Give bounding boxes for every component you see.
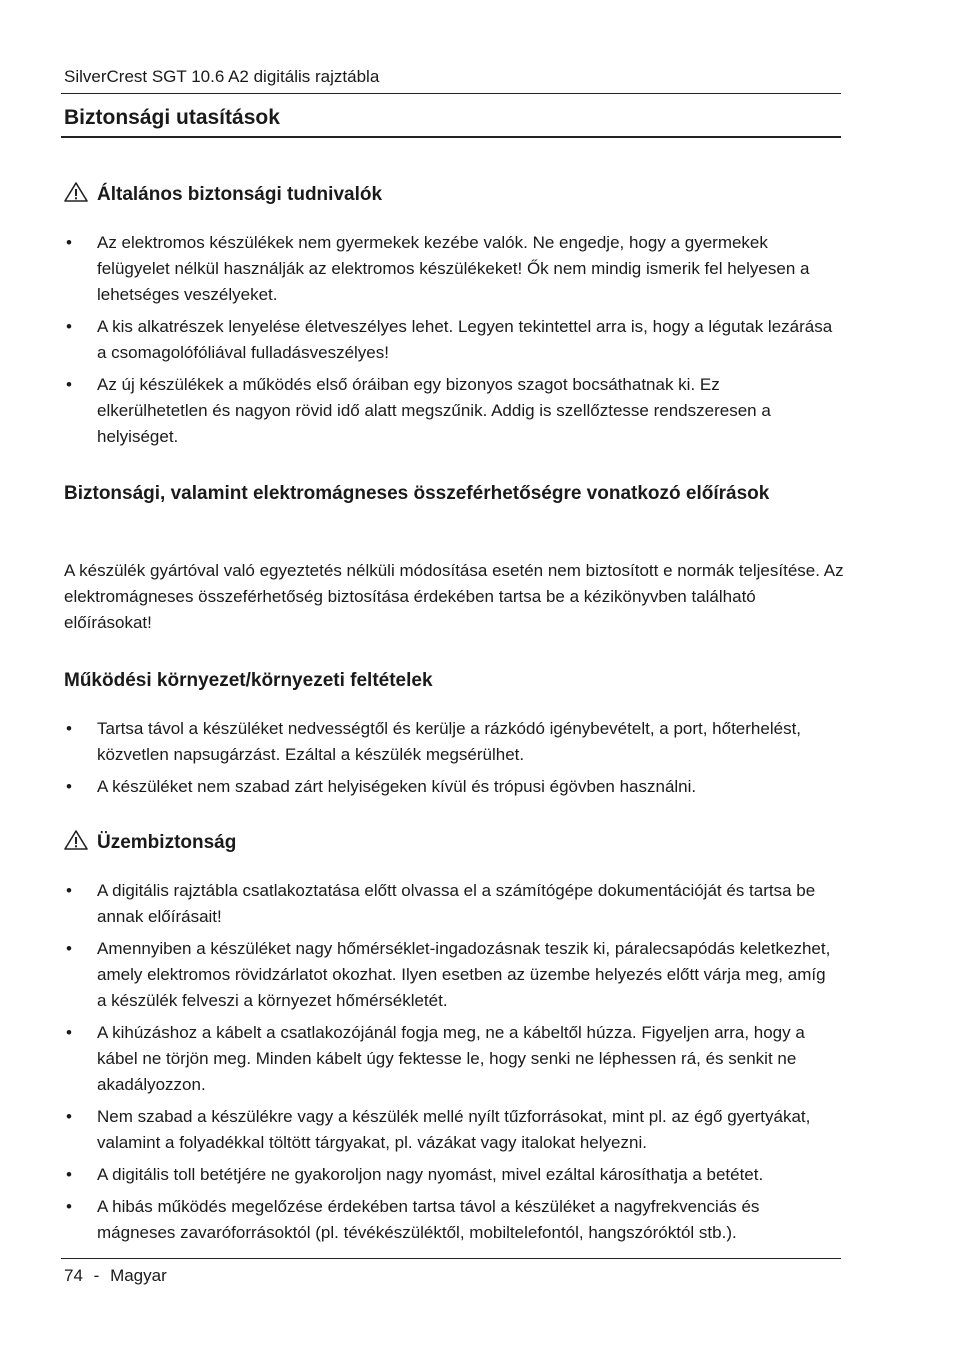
list-item: • Nem szabad a készülékre vagy a készülék mellé nyílt tűzforrásokat, mint pl. az égő gyertyákat, valamint a folyadékkal töltött tárgyakat, pl. vázákat vagy italokat helyezni. [64, 1104, 834, 1156]
running-header: SilverCrest SGT 10.6 A2 digitális rajztábla [64, 67, 380, 86]
emc-heading: Biztonsági, valamint elektromágneses összeférhetőségre vonatkozó előírások [64, 483, 770, 504]
list-item: • A digitális toll betétjére ne gyakoroljon nagy nyomást, mivel ezáltal károsíthatja a betétet. [64, 1162, 834, 1188]
header-rule [61, 93, 841, 94]
list-item: • A kis alkatrészek lenyelése életveszélyes lehet. Legyen tekintettel arra is, hogy a légutak lezárása a csomagolófóliával fulladásveszélyes! [64, 314, 834, 366]
operation-safety-heading-text: Üzembiztonság [97, 832, 237, 853]
environment-list [64, 716, 834, 806]
page-number: 74 [64, 1266, 83, 1285]
list-item: • Az elektromos készülékek nem gyermekek kezébe valók. Ne engedje, hogy a gyermekek felügyelet nélkül használják az elektromos készülékeket! Ők nem mindig ismerik fel helyesen a lehetséges veszélyeket. [64, 230, 834, 308]
footer-language: Magyar [110, 1266, 167, 1285]
warning-triangle-icon [64, 830, 88, 850]
page-footer [64, 1264, 167, 1288]
emc-paragraph: A készülék gyártóval való egyeztetés nélküli módosítása esetén nem biztosított e normák teljesítése. Az elektromágneses összeférhetőség biztosítása érdekében tartsa be a kézikönyvben található előírásokat! [64, 561, 844, 632]
operation-safety-list [64, 878, 834, 1252]
operation-safety-heading [64, 828, 236, 858]
general-safety-heading [64, 180, 382, 210]
environment-heading: Működési környezet/környezeti feltételek [64, 670, 433, 691]
footer-rule [61, 1258, 841, 1259]
list-item: • Az új készülékek a működés első óráiban egy bizonyos szagot bocsáthatnak ki. Ez elkerülhetetlen és nagyon rövid idő alatt megszűnik. Addig is szellőztesse rendszeresen a helyiséget. [64, 372, 834, 450]
list-item: • A hibás működés megelőzése érdekében tartsa távol a készüléket a nagyfrekvenciás és mágneses zavaróforrásoktól (pl. tévékészüléktől, mobiltelefontól, hangszóróktól stb.). [64, 1194, 834, 1246]
general-safety-heading-text: Általános biztonsági tudnivalók [97, 184, 383, 205]
list-item: • A készüléket nem szabad zárt helyiségeken kívül és trópusi égövben használni. [64, 774, 834, 800]
section-title-rule [61, 136, 841, 138]
list-item: • Amennyiben a készüléket nagy hőmérséklet-ingadozásnak teszik ki, páralecsapódás keletkezhet, amely elektromos rövidzárlatot okozhat. Ilyen esetben az üzembe helyezés előtt várja meg, amíg a készülék felveszi a környezet hőmérsékletét. [64, 936, 834, 1014]
list-item: • A digitális rajztábla csatlakoztatása előtt olvassa el a számítógépe dokumentációját és tartsa be annak előírásait! [64, 878, 834, 930]
general-safety-list [64, 230, 834, 456]
list-item: • Tartsa távol a készüléket nedvességtől és kerülje a rázkódó igénybevételt, a port, hőterhelést, közvetlen napsugárzást. Ezáltal a készülék megsérülhet. [64, 716, 834, 768]
warning-triangle-icon [64, 182, 88, 202]
footer-separator: - [93, 1266, 100, 1285]
section-title: Biztonsági utasítások [64, 106, 280, 129]
list-item: • A kihúzáshoz a kábelt a csatlakozójánál fogja meg, ne a kábeltől húzza. Figyeljen arra, hogy a kábel ne törjön meg. Minden kábelt úgy fektesse le, hogy senki ne léphessen rá, és senkit ne akadályozzon. [64, 1020, 834, 1098]
